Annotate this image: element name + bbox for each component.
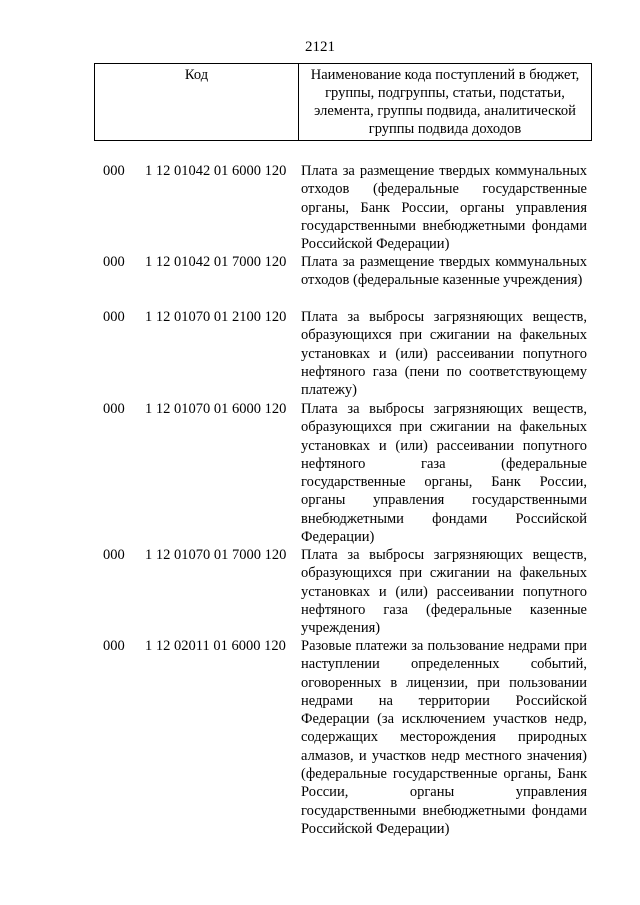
revenue-name: Разовые платежи за пользование недрами при наступлении определенных событий, оговоренных в лицензии, при пользовании недрами на территории Российской Федерации (за исключением участков недр, содержащих месторождения природных алмазов, и участков недр местного значения) (федеральные государственные органы, Банк России, органы управления государственными внебюджетными фондами Российской Федерации) bbox=[301, 638, 587, 837]
revenue-code-list bbox=[0, 162, 640, 838]
table-row bbox=[0, 546, 640, 637]
admin-code: 000 bbox=[103, 638, 125, 654]
admin-code: 000 bbox=[103, 547, 125, 563]
table-row bbox=[0, 400, 640, 546]
table-row bbox=[0, 637, 640, 838]
admin-code: 000 bbox=[103, 254, 125, 270]
admin-code: 000 bbox=[103, 401, 125, 417]
revenue-name: Плата за размещение твердых коммунальных отходов (федеральные государственные органы, Банк России, органы управления государственными внебюджетными фондами Российской Федерации) bbox=[301, 163, 587, 253]
revenue-name: Плата за размещение твердых коммунальных отходов (федеральные казенные учреждения) bbox=[301, 254, 587, 289]
revenue-code: 1 12 01070 01 6000 120 bbox=[145, 401, 287, 417]
admin-code: 000 bbox=[103, 163, 125, 179]
revenue-code: 1 12 01070 01 2100 120 bbox=[145, 309, 287, 325]
revenue-code: 1 12 01042 01 6000 120 bbox=[145, 163, 287, 179]
table-row bbox=[0, 308, 640, 400]
revenue-name: Плата за выбросы загрязняющих веществ, образующихся при сжигании на факельных установках и (или) рассеивании попутного нефтяного газа (федеральные казенные учреждения) bbox=[301, 547, 587, 637]
revenue-name: Плата за выбросы загрязняющих веществ, образующихся при сжигании на факельных установках и (или) рассеивании попутного нефтяного газа (федеральные государственные органы, Банк России, органы управления государственными внебюджетными фондами Российской Федерации) bbox=[301, 401, 587, 546]
header-code-label: Код bbox=[95, 64, 299, 141]
header-name-label: Наименование кода поступлений в бюджет, группы, подгруппы, статьи, подстатьи, элемента, группы подвида, аналитической группы подвида доходов bbox=[299, 64, 592, 141]
table-row bbox=[0, 253, 640, 308]
admin-code: 000 bbox=[103, 309, 125, 325]
revenue-code: 1 12 01042 01 7000 120 bbox=[145, 254, 287, 270]
revenue-code: 1 12 02011 01 6000 120 bbox=[145, 638, 286, 654]
revenue-name: Плата за выбросы загрязняющих веществ, образующихся при сжигании на факельных установках и (или) рассеивании попутного нефтяного газа (пени по соответствующему платежу) bbox=[301, 309, 587, 399]
table-row bbox=[0, 162, 640, 253]
table-header bbox=[94, 63, 592, 141]
revenue-code: 1 12 01070 01 7000 120 bbox=[145, 547, 287, 563]
page-number: 2121 bbox=[305, 39, 335, 55]
